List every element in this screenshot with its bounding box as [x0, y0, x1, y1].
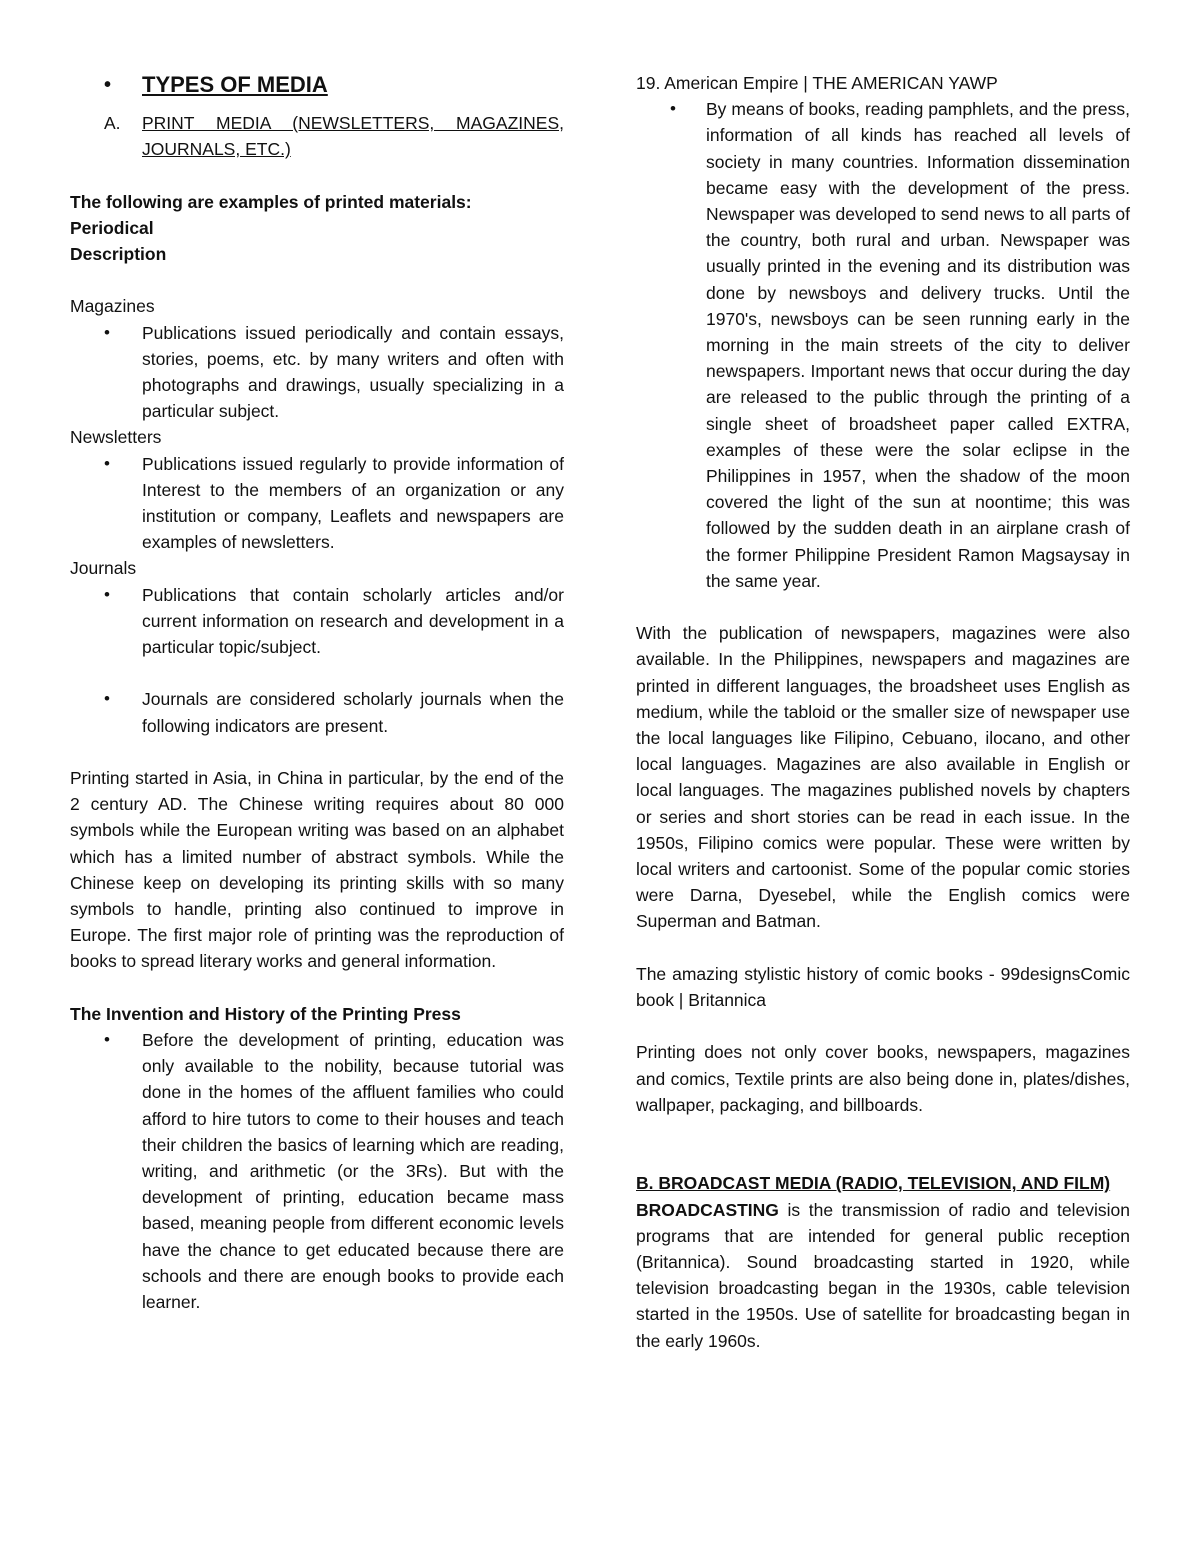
- bullet-icon: •: [104, 74, 112, 96]
- bullet-icon: •: [104, 584, 110, 604]
- bullet-icon: •: [104, 689, 110, 709]
- broadcasting-paragraph: BROADCASTING is the transmission of radio and television programs that are intended for general public reception (Britannica). Sound broadcasting started in 1920, while television broadcasting began in the 1930s, cable television started in the 1950s. Use of satellite for broadcasting began in the early 1960s.: [636, 1199, 1130, 1351]
- section-a-heading: [70, 110, 564, 162]
- journals-bullet-1: • Publications that contain scholarly articles and/or current information on research and development in a particular topic/subject.: [70, 582, 564, 661]
- broadcasting-term: BROADCASTING: [636, 1199, 779, 1220]
- magazines-bullet: • Publications issued periodically and contain essays, stories, poems, etc. by many writers and often with photographs and drawings, usually specializing in a particular subject.: [70, 320, 564, 425]
- right-column: [636, 70, 1130, 1354]
- invention-heading: The Invention and History of the Printing Press: [70, 1003, 461, 1024]
- invention-bullet: • Before the development of printing, education was only available to the nobility, because tutorial was done in the homes of the affluent families who could afford to hire tutors to come to their houses and teach their children the basics of learning which are reading, writing, and arithmetic (or the 3Rs). But with the development of printing, education became mass based, meaning people from different economic levels have the chance to get educated because there are schools and there are enough books to provide each learner.: [70, 1027, 564, 1315]
- description-label: Description: [70, 244, 167, 264]
- journals-label: Journals: [70, 558, 137, 579]
- bullet-icon: •: [104, 322, 110, 342]
- section-a-title: PRINT MEDIA (NEWSLETTERS, MAGAZINES, JOURNALS, ETC.): [142, 113, 564, 160]
- press-bullet: • By means of books, reading pamphlets, and the press, information of all kinds has reached all levels of society in many countries. Information dissemination became easy with the development of the press. Newspaper was developed to send news to all parts of the country, both rural and urban. Newspaper was usually printed in the evening and its distribution was done by newsboys and delivery trucks. Until the 1970's, newsboys can be seen running early in the morning in the main streets of the city to deliver newspapers. Important news that occur during the day are released to the public through the printing of a single sheet of broadsheet paper called EXTRA, examples of these were the solar eclipse in the Philippines in 1957, when the shadow of the moon covered the light of the sun at noontime; this was followed by the sudden death in an airplane crash of the former Philippine President Ramon Magsaysay in the same year.: [636, 96, 1130, 594]
- types-of-media-heading: • TYPES OF MEDIA: [70, 70, 564, 100]
- printing-cover-paragraph: Printing does not only cover books, newspapers, magazines and comics, Textile prints are also being done in, plates/dishes, wallpaper, packaging, and billboards.: [636, 1042, 1130, 1115]
- magazines-label: Magazines: [70, 296, 155, 317]
- newsletters-bullet: • Publications issued regularly to provide information of Interest to the members of an organization or any institution or company, Leaflets and newspapers are examples of newsletters.: [70, 451, 564, 556]
- american-empire-reference: 19. American Empire | THE AMERICAN YAWP: [636, 73, 998, 93]
- section-b-heading: B. BROADCAST MEDIA (RADIO, TELEVISION, AND FILM): [636, 1173, 1111, 1194]
- printing-paragraph: Printing started in Asia, in China in particular, by the end of the 2 century AD. The Chinese writing requires about 80 000 symbols while the European writing was based on an alphabet which has a limited number of abstract symbols. While the Chinese keep on developing its printing skills with so many symbols to handle, printing also continued to improve in Europe. The first major role of printing was the reproduction of books to spread literary works and general information.: [70, 768, 564, 972]
- section-a-marker: A.: [104, 113, 121, 133]
- periodical-label: Periodical: [70, 217, 154, 238]
- comic-reference: The amazing stylistic history of comic books - 99designsComic book | Britannica: [636, 963, 1130, 1011]
- newsletters-label: Newsletters: [70, 427, 162, 448]
- journals-bullet-2: • Journals are considered scholarly journals when the following indicators are present.: [70, 686, 564, 738]
- publication-paragraph: With the publication of newspapers, magazines were also available. In the Philippines, newspapers and magazines are printed in different languages, the broadsheet uses English as medium, while the tabloid or the smaller size of newspaper use the local languages like Filipino, Cebuano, ilocano, and other local languages. Magazines are also available in English or local languages. The magazines published novels by chapters or series and short stories can be read in each issue. In the 1950s, Filipino comics were popular. These were written by local writers and cartoonist. Some of the popular comic stories were Darna, Dyesebel, while the English comics were Superman and Batman.: [636, 623, 1130, 932]
- bullet-icon: •: [670, 99, 676, 119]
- bullet-icon: •: [104, 453, 110, 473]
- bullet-icon: •: [104, 1030, 110, 1050]
- left-column: [70, 70, 564, 1315]
- intro-text: The following are examples of printed materials:: [70, 191, 472, 212]
